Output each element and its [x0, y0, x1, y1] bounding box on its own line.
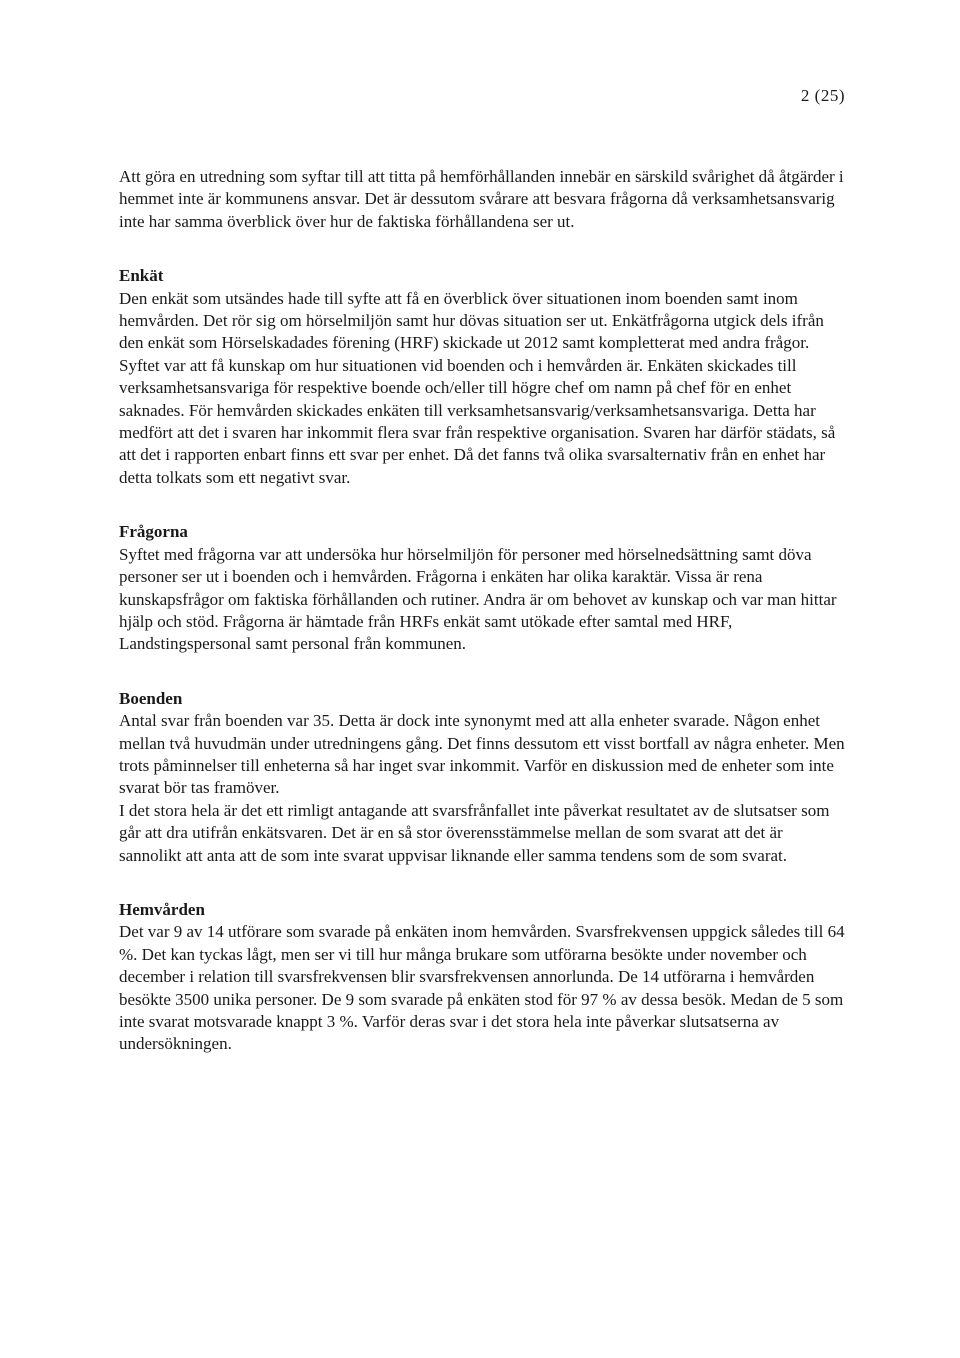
intro-paragraph: Att göra en utredning som syftar till att titta på hemförhållanden innebär en särskild svårighet då åtgärder i hemmet inte är kommunens ansvar. Det är dessutom svårare att besvara frågorna då verksamhetsansvarig inte har samma överblick över hur de faktiska förhållandena ser ut. — [119, 167, 844, 231]
section-enkat — [119, 265, 847, 489]
section-heading-fragorna: Frågorna — [119, 522, 188, 542]
spacer — [119, 867, 847, 899]
document-body — [119, 166, 847, 1056]
section-paragraph: Det var 9 av 14 utförare som svarade på enkäten inom hemvården. Svarsfrekvensen uppgick således till 64 %. Det kan tyckas lågt, men ser vi till hur många brukare som utförarna besökte under november och december i relation till svarsfrekvensen blir svarsfrekvensen annorlunda. De 14 utförarna i hemvården besökte 3500 unika personer. De 9 som svarade på enkäten stod för 97 % av dessa besök. Medan de 5 som inte svarat motsvarade knappt 3 %. Varför deras svar i det stora hela inte påverkar slutsatserna av undersökningen. — [119, 922, 845, 1054]
spacer — [119, 233, 847, 265]
section-hemvarden — [119, 899, 847, 1056]
section-fragorna — [119, 521, 847, 655]
section-heading-hemvarden: Hemvården — [119, 899, 205, 919]
section-paragraph: Syftet med frågorna var att undersöka hur hörselmiljön för personer med hörselnedsättning samt döva personer ser ut i boenden och i hemvården. Frågorna i enkäten har olika karaktär. Vissa är rena kunskapsfrågor om faktiska förhållanden och rutiner. Andra är om behovet av kunskap och var man hittar hjälp och stöd. Frågorna är hämtade från HRFs enkät samt utökade efter samtal med HRF, Landstingspersonal samt personal från kommunen. — [119, 544, 837, 654]
section-paragraph: I det stora hela är det ett rimligt antagande att svarsfrånfallet inte påverkat resultatet av de slutsatser som går att dra utifrån enkätsvaren. Det är en så stor överensstämmelse mellan de som svarat att det är sannolikt att anta att de som inte svarat uppvisar liknande eller samma tendens som de som svarat. — [119, 800, 830, 865]
section-paragraph: Den enkät som utsändes hade till syfte att få en överblick över situationen inom boenden samt inom hemvården. Det rör sig om hörselmiljön samt hur dövas situation ser ut. Enkätfrågorna utgick dels ifrån den enkät som Hörselskadades förening (HRF) skickade ut 2012 samt kompletterat med andra frågor. Syftet var att få kunskap om hur situationen vid boenden och i hemvården är. Enkäten skickades till verksamhetsansvariga för respektive boende och/eller till högre chef om namn på chef för en enhet saknades. För hemvården skickades enkäten till verksamhetsansvarig/verksamhetsansvariga. Detta har medfört att det i svaren har inkommit flera svar från respektive organisation. Svaren har därför städats, så att det i rapporten enbart finns ett svar per enhet. Då det fanns två olika svarsalternativ från en enhet har detta tolkats som ett negativt svar. — [119, 288, 836, 487]
spacer — [119, 489, 847, 521]
section-heading-enkat: Enkät — [119, 266, 164, 286]
section-boenden — [119, 688, 847, 867]
section-paragraph: Antal svar från boenden var 35. Detta är dock inte synonymt med att alla enheter svarade. Någon enhet mellan två huvudmän under utredningens gång. Det finns dessutom ett visst bortfall av några enheter. Men trots påminnelser till enheterna så har inget svar inkommit. Varför en diskussion med de enheter som inte svarat bör tas framöver. — [119, 711, 845, 798]
spacer — [119, 656, 847, 688]
section-heading-boenden: Boenden — [119, 688, 183, 708]
page-number: 2 (25) — [800, 86, 845, 105]
